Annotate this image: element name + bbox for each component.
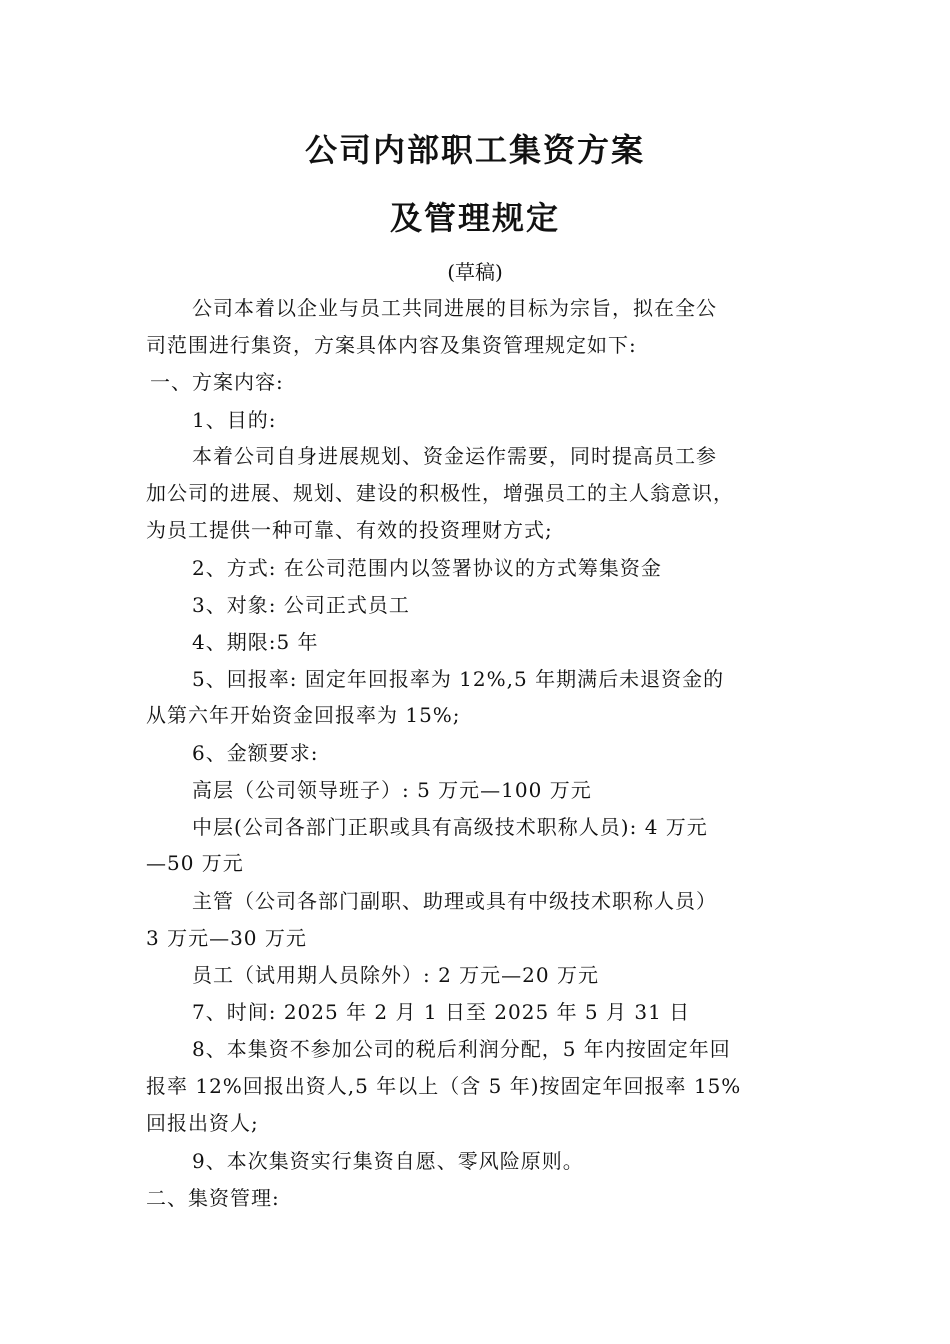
- paragraph-line: 3 万元—30 万元: [146, 926, 307, 950]
- list-item: 1、目的:: [192, 408, 277, 432]
- list-item: 高层（公司领导班子）: 5 万元—100 万元: [192, 778, 592, 802]
- paragraph-line: 报率 12%回报出资人,5 年以上（含 5 年)按固定年回报率 15%: [146, 1074, 742, 1098]
- paragraph-line: —50 万元: [146, 851, 244, 875]
- paragraph-line: 加公司的进展、规划、建设的积极性，增强员工的主人翁意识，: [146, 481, 734, 505]
- document-title-line2: 及管理规定: [389, 199, 560, 237]
- section-heading: 一、方案内容:: [150, 370, 284, 394]
- list-item: 7、时间: 2025 年 2 月 1 日至 2025 年 5 月 31 日: [192, 1000, 691, 1024]
- list-item: 9、本次集资实行集资自愿、零风险原则。: [192, 1149, 584, 1173]
- paragraph-line: 从第六年开始资金回报率为 15%;: [146, 703, 461, 727]
- document-subtitle: (草稿): [447, 260, 503, 284]
- document-title: 公司内部职工集资方案: [304, 131, 645, 169]
- paragraph-line: 本着公司自身进展规划、资金运作需要，同时提高员工参: [192, 444, 717, 468]
- paragraph-line: 回报出资人;: [146, 1111, 259, 1135]
- paragraph-line: 公司本着以企业与员工共同进展的目标为宗旨，拟在全公: [192, 296, 717, 320]
- list-item: 员工（试用期人员除外）: 2 万元—20 万元: [192, 963, 599, 987]
- list-item: 3、对象: 公司正式员工: [192, 593, 410, 617]
- list-item: 6、金额要求:: [192, 741, 319, 765]
- list-item: 中层(公司各部门正职或具有高级技术职称人员): 4 万元: [192, 815, 708, 839]
- list-item: 8、本集资不参加公司的税后利润分配，5 年内按固定年回: [192, 1037, 731, 1061]
- paragraph-line: 司范围进行集资，方案具体内容及集资管理规定如下:: [146, 333, 637, 357]
- section-heading: 二、集资管理:: [146, 1186, 280, 1210]
- list-item: 2、方式: 在公司范围内以签署协议的方式筹集资金: [192, 556, 662, 580]
- list-item: 5、回报率: 固定年回报率为 12%,5 年期满后未退资金的: [192, 667, 725, 691]
- list-item: 主管（公司各部门副职、助理或具有中级技术职称人员）: [192, 889, 717, 913]
- list-item: 4、期限:5 年: [192, 630, 319, 654]
- paragraph-line: 为员工提供一种可靠、有效的投资理财方式;: [146, 518, 553, 542]
